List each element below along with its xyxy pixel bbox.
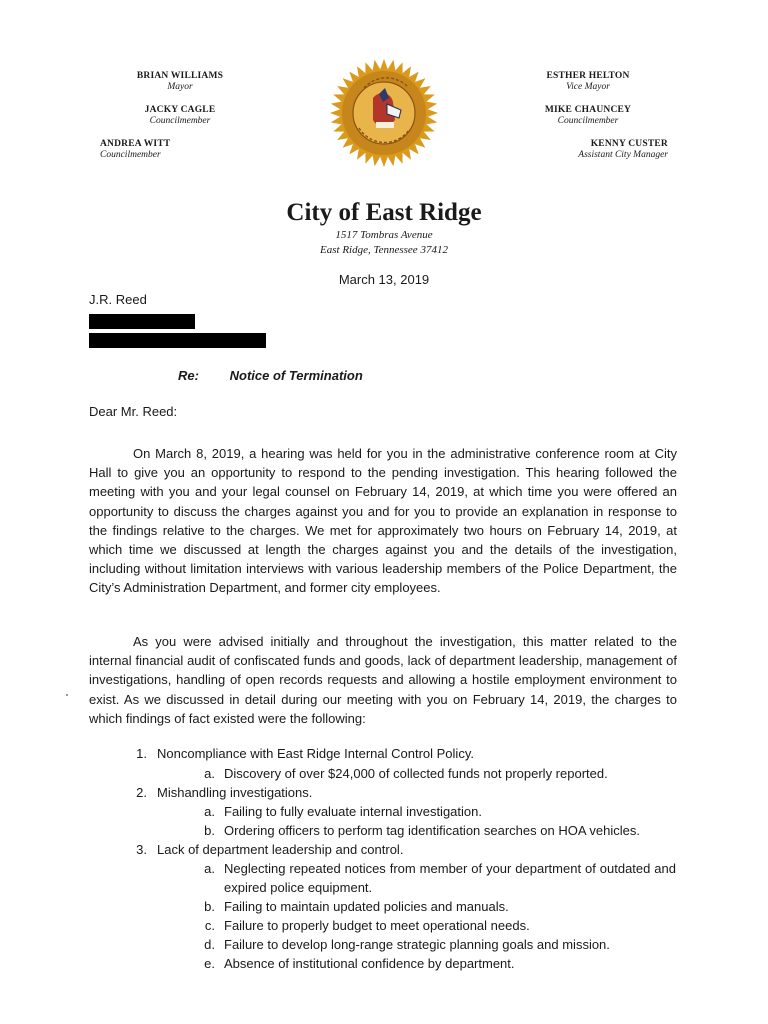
letterhead bbox=[0, 198, 768, 258]
list-item-text: Failure to develop long-range strategic planning goals and mission. bbox=[224, 937, 610, 952]
official-entry bbox=[498, 138, 678, 161]
paragraph-investigation: As you were advised initially and throughout the investigation, this matter related to the internal financial audit of confiscated funds and goods, lack of department leadership, management of investigations, handling of open records requests and allowing a hostile employment environment to exist. As we discussed in detail during our meeting with you on February 14, 2019, the charges to which findings of fact existed were the following: bbox=[89, 634, 677, 726]
list-item-number: b. bbox=[204, 899, 215, 914]
official-title: Assistant City Manager bbox=[578, 150, 668, 160]
list-item-text: Neglecting repeated notices from member of your department of outdated and expired police equipment. bbox=[224, 861, 676, 895]
officials-left-column bbox=[90, 70, 270, 172]
official-name: MIKE CHAUNCEY bbox=[544, 105, 632, 115]
official-name: BRIAN WILLIAMS bbox=[136, 71, 224, 81]
list-item-text: Discovery of over $24,000 of collected funds not properly reported. bbox=[224, 766, 608, 781]
address-line-2: East Ridge, Tennessee 37412 bbox=[320, 244, 448, 256]
list-item-text: Failing to fully evaluate internal investigation. bbox=[224, 804, 482, 819]
list-item-text: Noncompliance with East Ridge Internal Control Policy. bbox=[157, 746, 474, 761]
redaction-bar bbox=[89, 314, 195, 329]
subject-label: Re: bbox=[178, 368, 199, 383]
official-title: Councilmember bbox=[100, 150, 161, 160]
list-item-number: c. bbox=[204, 918, 215, 933]
list-item-number: a. bbox=[204, 804, 215, 819]
list-item-number: b. bbox=[204, 823, 215, 838]
list-item-number: d. bbox=[204, 937, 215, 952]
list-item-text: Absence of institutional confidence by department. bbox=[224, 956, 515, 971]
list-item-text: Mishandling investigations. bbox=[157, 785, 313, 800]
officials-right-column bbox=[498, 70, 678, 172]
list-item-number: a. bbox=[204, 861, 215, 876]
official-name: ANDREA WITT bbox=[100, 139, 171, 149]
list-item-text: Ordering officers to perform tag identification searches on HOA vehicles. bbox=[224, 823, 640, 838]
official-name: JACKY CAGLE bbox=[144, 105, 216, 115]
city-name: City of East Ridge bbox=[286, 199, 482, 226]
address-line-1: 1517 Tombras Avenue bbox=[335, 229, 433, 241]
letter-date: March 13, 2019 bbox=[338, 272, 430, 287]
city-seal-icon bbox=[329, 58, 439, 168]
subject-line bbox=[178, 368, 363, 383]
official-entry bbox=[90, 70, 270, 93]
official-title: Vice Mayor bbox=[566, 82, 610, 92]
official-entry bbox=[498, 104, 678, 127]
list-item-number: a. bbox=[204, 766, 215, 781]
official-title: Mayor bbox=[167, 82, 193, 92]
recipient-name: J.R. Reed bbox=[89, 292, 147, 307]
official-entry bbox=[90, 138, 270, 161]
redaction-bar bbox=[89, 333, 266, 348]
list-item-text: Lack of department leadership and control. bbox=[157, 842, 404, 857]
official-entry bbox=[498, 70, 678, 93]
official-name: ESTHER HELTON bbox=[546, 71, 630, 81]
margin-mark bbox=[66, 694, 68, 696]
list-item-number: e. bbox=[204, 956, 215, 971]
list-item-number: 1. bbox=[136, 746, 147, 761]
official-entry bbox=[90, 104, 270, 127]
salutation: Dear Mr. Reed: bbox=[89, 404, 178, 419]
official-title: Councilmember bbox=[149, 116, 211, 126]
official-title: Councilmember bbox=[557, 116, 619, 126]
official-name: KENNY CUSTER bbox=[590, 139, 668, 149]
list-item-number: 2. bbox=[136, 785, 147, 800]
subject-text: Notice of Termination bbox=[229, 368, 363, 383]
list-item-text: Failing to maintain updated policies and manuals. bbox=[224, 899, 509, 914]
paragraph-hearing: On March 8, 2019, a hearing was held for you in the administrative conference room at City Hall to give you an opportunity to respond to the pending investigation. This hearing followed the meeting with you and your legal counsel on February 14, 2019, at which time you were offered an opportunity to discuss the charges against you and for you to provide an explanation in response to the findings relative to the charges. We met for approximately two hours on February 14, 2019, at which time we discussed at length the charges against you and the details of the investigation, including without limitation interviews with various leadership members of the Police Department, the City’s Administration Department, and former city employees. bbox=[89, 446, 677, 596]
list-item-number: 3. bbox=[136, 842, 147, 857]
list-item-text: Failure to properly budget to meet operational needs. bbox=[224, 918, 530, 933]
